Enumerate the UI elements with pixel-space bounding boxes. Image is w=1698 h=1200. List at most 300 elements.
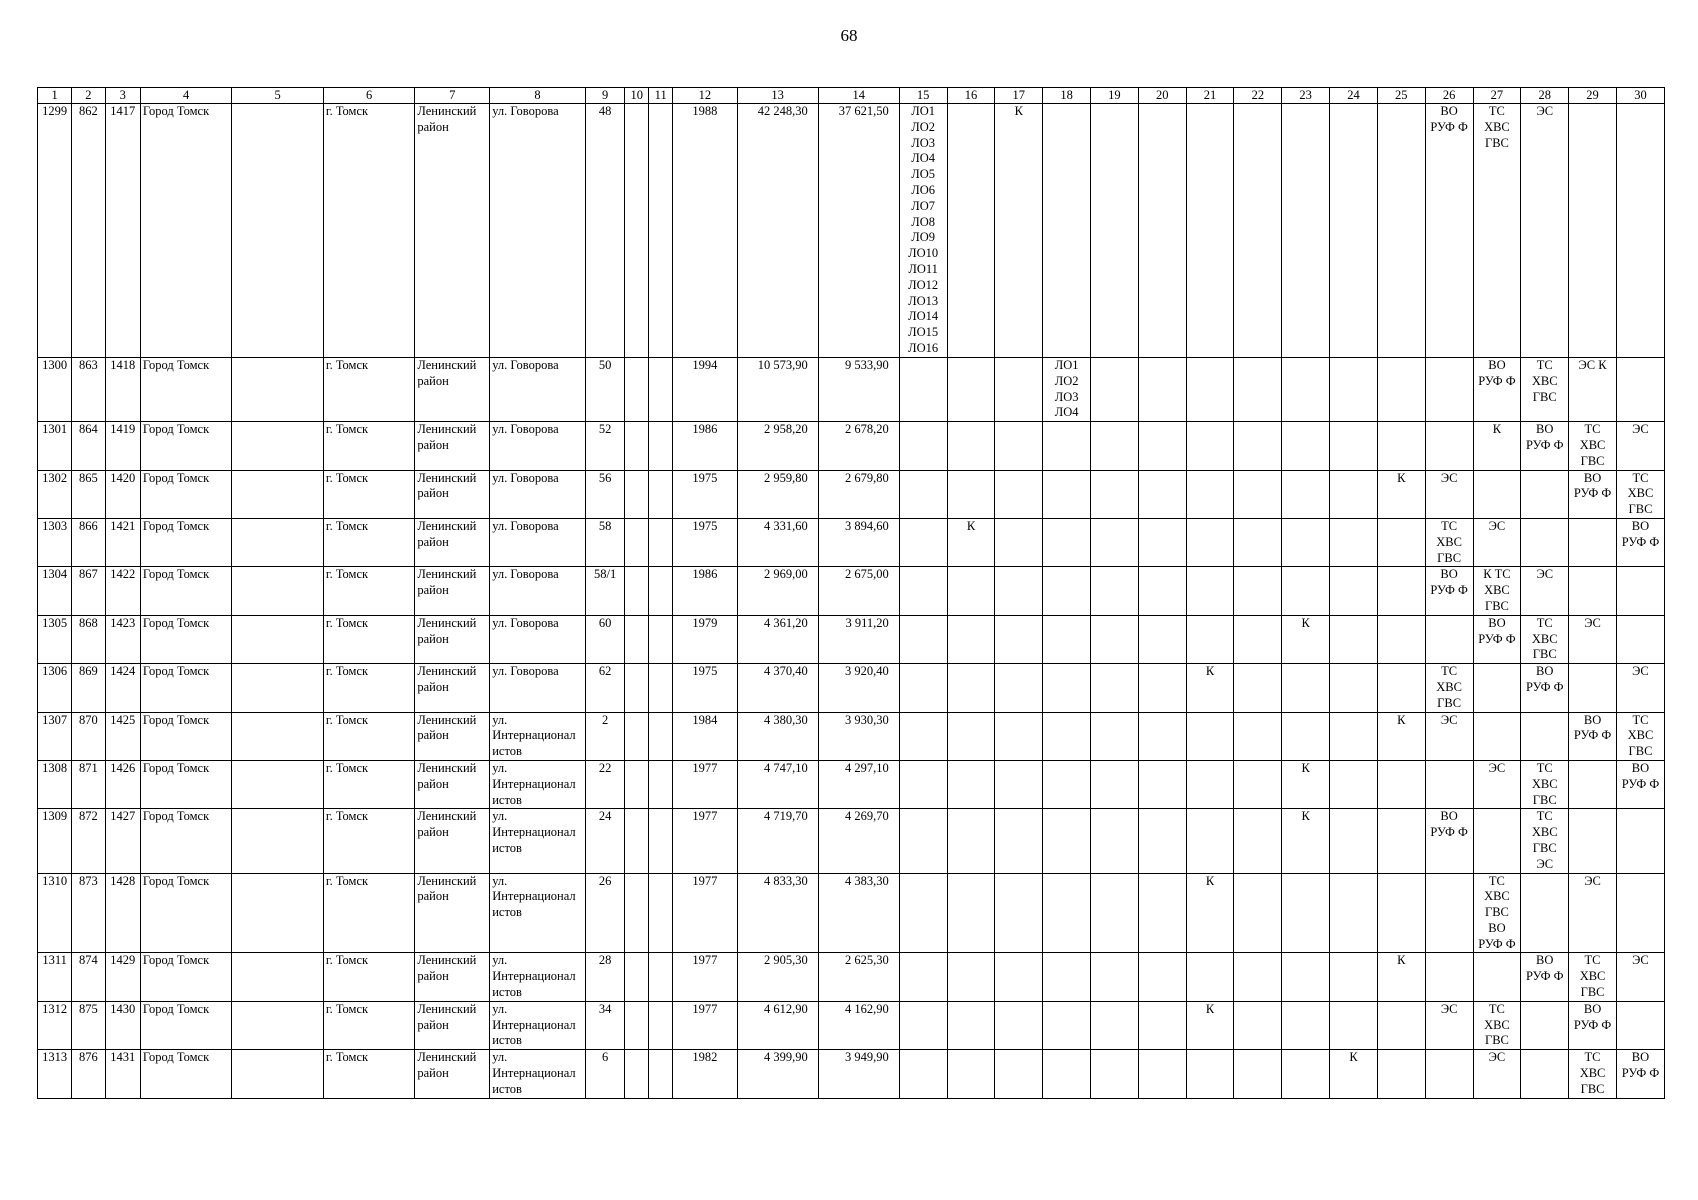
cell-col-22 [1234,1050,1282,1098]
cell-col-16 [947,470,995,518]
column-header-18: 18 [1043,88,1091,104]
table-row [38,664,1665,712]
cell-col-28: ВО РУФ Ф [1521,664,1569,712]
cell-col-23 [1282,1001,1330,1049]
cell-col-10 [625,953,649,1001]
cell-col-2: 864 [72,422,105,470]
cell-col-1: 1312 [38,1001,72,1049]
table-row [38,1050,1665,1098]
cell-col-4: Город Томск [140,422,231,470]
cell-col-11 [649,1050,673,1098]
cell-col-24 [1330,104,1378,358]
column-header-6: 6 [323,88,414,104]
cell-col-19 [1091,104,1139,358]
cell-col-18 [1043,760,1091,808]
cell-col-8: ул. Интернационал истов [490,712,586,760]
cell-col-10 [625,104,649,358]
cell-col-10 [625,809,649,873]
cell-col-15 [899,712,947,760]
cell-col-12: 1975 [673,470,737,518]
cell-col-19 [1091,358,1139,422]
cell-col-18 [1043,1050,1091,1098]
cell-col-5 [232,358,323,422]
cell-col-26: ВО РУФ Ф [1425,567,1473,615]
cell-col-22 [1234,664,1282,712]
cell-col-19 [1091,422,1139,470]
cell-col-1: 1301 [38,422,72,470]
cell-col-2: 873 [72,873,105,953]
column-header-17: 17 [995,88,1043,104]
cell-col-27: ЭС [1473,760,1521,808]
cell-col-20 [1138,1001,1186,1049]
cell-col-2: 869 [72,664,105,712]
cell-col-2: 863 [72,358,105,422]
cell-col-16 [947,664,995,712]
cell-col-14: 3 949,90 [818,1050,899,1098]
column-header-23: 23 [1282,88,1330,104]
cell-col-25 [1377,664,1425,712]
cell-col-9: 50 [585,358,625,422]
cell-col-2: 862 [72,104,105,358]
cell-col-22 [1234,953,1282,1001]
cell-col-7: Ленинский район [415,664,490,712]
cell-col-26: ТС ХВС ГВС [1425,664,1473,712]
cell-col-4: Город Томск [140,760,231,808]
cell-col-24 [1330,873,1378,953]
cell-col-25 [1377,1050,1425,1098]
cell-col-9: 48 [585,104,625,358]
cell-col-30: ТС ХВС ГВС [1616,470,1664,518]
cell-col-18 [1043,712,1091,760]
cell-col-13: 4 331,60 [737,518,818,566]
cell-col-27: ЭС [1473,1050,1521,1098]
cell-col-9: 58/1 [585,567,625,615]
cell-col-2: 870 [72,712,105,760]
cell-col-16 [947,422,995,470]
cell-col-8: ул. Говорова [490,470,586,518]
cell-col-4: Город Томск [140,470,231,518]
cell-col-30 [1616,567,1664,615]
column-header-9: 9 [585,88,625,104]
table-row [38,809,1665,873]
cell-col-8: ул. Интернационал истов [490,809,586,873]
cell-col-3: 1423 [105,615,140,663]
cell-col-15 [899,470,947,518]
cell-col-22 [1234,470,1282,518]
cell-col-13: 4 612,90 [737,1001,818,1049]
cell-col-3: 1425 [105,712,140,760]
cell-col-17 [995,1001,1043,1049]
cell-col-15 [899,873,947,953]
cell-col-22 [1234,422,1282,470]
cell-col-17 [995,470,1043,518]
cell-col-1: 1308 [38,760,72,808]
cell-col-13: 42 248,30 [737,104,818,358]
column-header-16: 16 [947,88,995,104]
cell-col-5 [232,1050,323,1098]
cell-col-4: Город Томск [140,873,231,953]
cell-col-26 [1425,873,1473,953]
cell-col-3: 1418 [105,358,140,422]
cell-col-22 [1234,809,1282,873]
cell-col-8: ул. Говорова [490,104,586,358]
cell-col-3: 1422 [105,567,140,615]
cell-col-9: 6 [585,1050,625,1098]
cell-col-28: ЭС [1521,567,1569,615]
cell-col-14: 4 269,70 [818,809,899,873]
cell-col-3: 1427 [105,809,140,873]
cell-col-28: ТС ХВС ГВС [1521,358,1569,422]
cell-col-25 [1377,104,1425,358]
cell-col-27 [1473,712,1521,760]
cell-col-24 [1330,664,1378,712]
cell-col-11 [649,873,673,953]
cell-col-6: г. Томск [323,712,414,760]
cell-col-10 [625,1050,649,1098]
cell-col-10 [625,518,649,566]
cell-col-13: 4 399,90 [737,1050,818,1098]
column-header-4: 4 [140,88,231,104]
cell-col-28: ТС ХВС ГВС [1521,760,1569,808]
cell-col-28 [1521,1001,1569,1049]
cell-col-29 [1569,760,1617,808]
cell-col-6: г. Томск [323,873,414,953]
cell-col-14: 2 675,00 [818,567,899,615]
cell-col-25 [1377,760,1425,808]
cell-col-25 [1377,809,1425,873]
cell-col-1: 1300 [38,358,72,422]
cell-col-2: 866 [72,518,105,566]
table-row [38,567,1665,615]
cell-col-22 [1234,615,1282,663]
column-header-13: 13 [737,88,818,104]
column-header-29: 29 [1569,88,1617,104]
cell-col-7: Ленинский район [415,1001,490,1049]
table-row [38,1001,1665,1049]
cell-col-2: 874 [72,953,105,1001]
cell-col-25 [1377,1001,1425,1049]
table-row [38,760,1665,808]
cell-col-4: Город Томск [140,615,231,663]
cell-col-12: 1979 [673,615,737,663]
cell-col-22 [1234,760,1282,808]
cell-col-28 [1521,518,1569,566]
cell-col-24 [1330,470,1378,518]
cell-col-1: 1306 [38,664,72,712]
cell-col-30 [1616,615,1664,663]
cell-col-11 [649,518,673,566]
cell-col-5 [232,567,323,615]
cell-col-14: 4 162,90 [818,1001,899,1049]
cell-col-7: Ленинский район [415,712,490,760]
cell-col-27 [1473,809,1521,873]
cell-col-3: 1426 [105,760,140,808]
cell-col-18 [1043,873,1091,953]
cell-col-10 [625,567,649,615]
cell-col-20 [1138,422,1186,470]
cell-col-1: 1305 [38,615,72,663]
cell-col-30 [1616,104,1664,358]
cell-col-7: Ленинский район [415,422,490,470]
cell-col-19 [1091,1001,1139,1049]
cell-col-5 [232,518,323,566]
cell-col-29: ЭС [1569,873,1617,953]
cell-col-29 [1569,809,1617,873]
cell-col-15 [899,1001,947,1049]
cell-col-28 [1521,1050,1569,1098]
cell-col-29: ТС ХВС ГВС [1569,1050,1617,1098]
cell-col-16 [947,712,995,760]
cell-col-28: ВО РУФ Ф [1521,422,1569,470]
cell-col-15 [899,760,947,808]
cell-col-30: ВО РУФ Ф [1616,760,1664,808]
cell-col-23: К [1282,809,1330,873]
cell-col-13: 2 958,20 [737,422,818,470]
cell-col-7: Ленинский район [415,567,490,615]
cell-col-29 [1569,664,1617,712]
table-row [38,470,1665,518]
cell-col-16 [947,1001,995,1049]
cell-col-21 [1186,1050,1234,1098]
cell-col-29: ВО РУФ Ф [1569,712,1617,760]
cell-col-9: 58 [585,518,625,566]
cell-col-7: Ленинский район [415,760,490,808]
cell-col-26: ЭС [1425,470,1473,518]
cell-col-26 [1425,760,1473,808]
cell-col-20 [1138,712,1186,760]
cell-col-15 [899,615,947,663]
cell-col-21 [1186,567,1234,615]
cell-col-8: ул. Говорова [490,518,586,566]
cell-col-24 [1330,760,1378,808]
cell-col-17 [995,809,1043,873]
cell-col-27: ТС ХВС ГВС ВО РУФ Ф [1473,873,1521,953]
cell-col-24: К [1330,1050,1378,1098]
cell-col-25: К [1377,470,1425,518]
cell-col-24 [1330,953,1378,1001]
cell-col-12: 1977 [673,809,737,873]
cell-col-5 [232,615,323,663]
cell-col-23 [1282,873,1330,953]
cell-col-3: 1430 [105,1001,140,1049]
cell-col-12: 1977 [673,953,737,1001]
cell-col-18: ЛО1 ЛО2 ЛО3 ЛО4 [1043,358,1091,422]
cell-col-11 [649,712,673,760]
cell-col-21 [1186,518,1234,566]
column-header-11: 11 [649,88,673,104]
cell-col-5 [232,664,323,712]
cell-col-21: К [1186,1001,1234,1049]
cell-col-23: К [1282,760,1330,808]
cell-col-6: г. Томск [323,358,414,422]
cell-col-3: 1420 [105,470,140,518]
column-header-26: 26 [1425,88,1473,104]
cell-col-10 [625,712,649,760]
cell-col-10 [625,873,649,953]
cell-col-15 [899,358,947,422]
cell-col-18 [1043,104,1091,358]
cell-col-23 [1282,470,1330,518]
cell-col-16 [947,615,995,663]
cell-col-13: 4 361,20 [737,615,818,663]
cell-col-8: ул. Говорова [490,664,586,712]
cell-col-8: ул. Говорова [490,422,586,470]
cell-col-12: 1977 [673,873,737,953]
cell-col-16 [947,760,995,808]
cell-col-12: 1994 [673,358,737,422]
column-header-8: 8 [490,88,586,104]
cell-col-29: ТС ХВС ГВС [1569,422,1617,470]
cell-col-8: ул. Интернационал истов [490,760,586,808]
cell-col-1: 1313 [38,1050,72,1098]
cell-col-30 [1616,809,1664,873]
cell-col-6: г. Томск [323,760,414,808]
cell-col-26: ВО РУФ Ф [1425,809,1473,873]
cell-col-4: Город Томск [140,809,231,873]
cell-col-3: 1431 [105,1050,140,1098]
column-header-25: 25 [1377,88,1425,104]
cell-col-20 [1138,470,1186,518]
cell-col-28: ТС ХВС ГВС ЭС [1521,809,1569,873]
cell-col-8: ул. Интернационал истов [490,953,586,1001]
cell-col-24 [1330,712,1378,760]
cell-col-18 [1043,809,1091,873]
table-row [38,712,1665,760]
cell-col-24 [1330,358,1378,422]
cell-col-21 [1186,358,1234,422]
cell-col-14: 2 625,30 [818,953,899,1001]
cell-col-29: ЭС [1569,615,1617,663]
column-header-19: 19 [1091,88,1139,104]
cell-col-20 [1138,358,1186,422]
cell-col-19 [1091,567,1139,615]
cell-col-11 [649,760,673,808]
cell-col-13: 2 959,80 [737,470,818,518]
table-row [38,518,1665,566]
column-number-header-row [38,88,1665,104]
table-row [38,358,1665,422]
cell-col-16 [947,567,995,615]
cell-col-26 [1425,422,1473,470]
housing-register-table [37,87,1665,1099]
cell-col-27 [1473,664,1521,712]
cell-col-14: 2 678,20 [818,422,899,470]
cell-col-27: ВО РУФ Ф [1473,358,1521,422]
cell-col-28 [1521,470,1569,518]
cell-col-4: Город Томск [140,712,231,760]
cell-col-25: К [1377,953,1425,1001]
cell-col-16 [947,104,995,358]
cell-col-7: Ленинский район [415,615,490,663]
cell-col-23 [1282,518,1330,566]
cell-col-13: 4 380,30 [737,712,818,760]
column-header-22: 22 [1234,88,1282,104]
cell-col-2: 871 [72,760,105,808]
cell-col-20 [1138,104,1186,358]
cell-col-13: 4 719,70 [737,809,818,873]
cell-col-28 [1521,712,1569,760]
cell-col-5 [232,873,323,953]
cell-col-10 [625,422,649,470]
cell-col-23 [1282,712,1330,760]
cell-col-15 [899,518,947,566]
cell-col-6: г. Томск [323,664,414,712]
cell-col-5 [232,809,323,873]
cell-col-20 [1138,518,1186,566]
cell-col-15: ЛО1 ЛО2 ЛО3 ЛО4 ЛО5 ЛО6 ЛО7 ЛО8 ЛО9 ЛО10 ЛО11 ЛО12 ЛО13 ЛО14 ЛО15 ЛО16 [899,104,947,358]
cell-col-1: 1310 [38,873,72,953]
cell-col-4: Город Томск [140,518,231,566]
cell-col-12: 1984 [673,712,737,760]
cell-col-1: 1309 [38,809,72,873]
cell-col-19 [1091,873,1139,953]
cell-col-22 [1234,1001,1282,1049]
cell-col-19 [1091,518,1139,566]
cell-col-30 [1616,358,1664,422]
cell-col-24 [1330,615,1378,663]
cell-col-6: г. Томск [323,953,414,1001]
cell-col-11 [649,104,673,358]
cell-col-13: 2 905,30 [737,953,818,1001]
cell-col-27: К ТС ХВС ГВС [1473,567,1521,615]
cell-col-14: 2 679,80 [818,470,899,518]
cell-col-13: 4 370,40 [737,664,818,712]
cell-col-15 [899,664,947,712]
cell-col-21: К [1186,873,1234,953]
cell-col-6: г. Томск [323,422,414,470]
cell-col-27: ВО РУФ Ф [1473,615,1521,663]
cell-col-21 [1186,953,1234,1001]
cell-col-10 [625,470,649,518]
cell-col-19 [1091,953,1139,1001]
table-row [38,104,1665,358]
cell-col-15 [899,809,947,873]
cell-col-17 [995,664,1043,712]
cell-col-12: 1977 [673,760,737,808]
cell-col-8: ул. Говорова [490,358,586,422]
column-header-30: 30 [1616,88,1664,104]
cell-col-14: 3 894,60 [818,518,899,566]
cell-col-15 [899,953,947,1001]
cell-col-11 [649,470,673,518]
cell-col-6: г. Томск [323,1001,414,1049]
cell-col-12: 1982 [673,1050,737,1098]
cell-col-24 [1330,809,1378,873]
cell-col-30 [1616,1001,1664,1049]
cell-col-13: 2 969,00 [737,567,818,615]
cell-col-20 [1138,1050,1186,1098]
cell-col-30: ВО РУФ Ф [1616,1050,1664,1098]
cell-col-17 [995,422,1043,470]
cell-col-21: К [1186,664,1234,712]
cell-col-29: ЭС К [1569,358,1617,422]
cell-col-26 [1425,1050,1473,1098]
cell-col-11 [649,422,673,470]
cell-col-8: ул. Интернационал истов [490,1001,586,1049]
cell-col-17 [995,760,1043,808]
cell-col-28: ЭС [1521,104,1569,358]
cell-col-24 [1330,567,1378,615]
cell-col-18 [1043,1001,1091,1049]
cell-col-1: 1311 [38,953,72,1001]
cell-col-21 [1186,760,1234,808]
cell-col-7: Ленинский район [415,470,490,518]
cell-col-17 [995,1050,1043,1098]
cell-col-14: 4 297,10 [818,760,899,808]
cell-col-14: 9 533,90 [818,358,899,422]
cell-col-28: ВО РУФ Ф [1521,953,1569,1001]
cell-col-3: 1428 [105,873,140,953]
